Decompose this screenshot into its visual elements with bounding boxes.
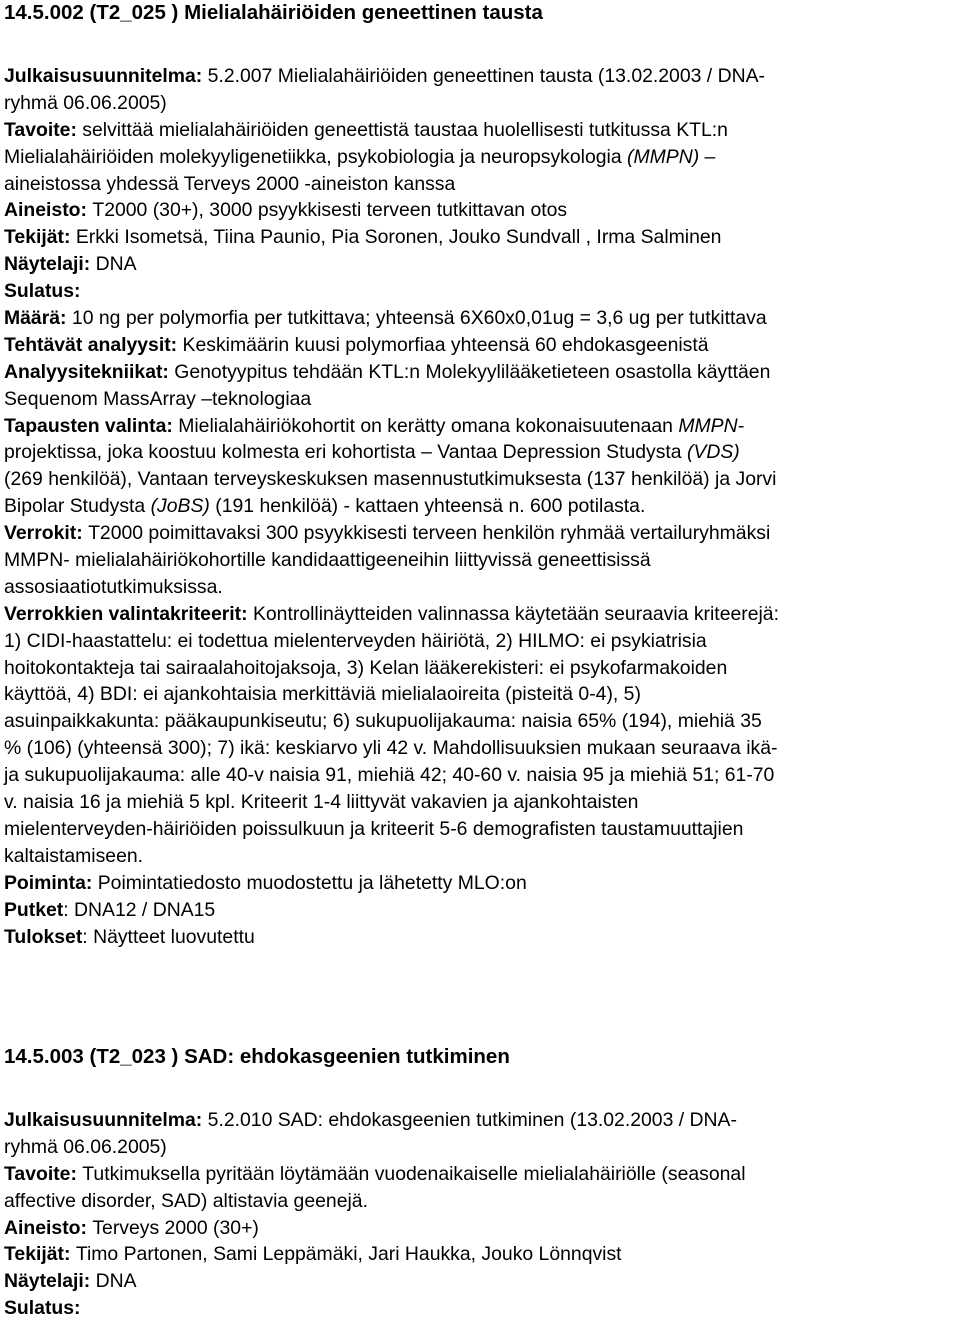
field-label: Julkaisusuunnitelma: — [4, 1109, 208, 1131]
text-line — [4, 1268, 960, 1295]
field-text: asuinpaikkakunta: pääkaupunkiseutu; 6) sukupuolijakauma: naisia 65% (194), miehiä 35 — [4, 710, 762, 733]
field-label: Tekijät: — [4, 1243, 76, 1266]
field-text: % (106) (yhteensä 300); 7) ikä: keskiarvo yli 42 v. Mahdollisuuksien mukaan seuraava ikä- — [4, 737, 778, 760]
text-line — [4, 843, 960, 870]
field-label: Tekijät: — [4, 226, 76, 249]
field-label: Verrokkien valintakriteerit: — [4, 602, 253, 625]
field-text: Timo Partonen, Sami Leppämäki, Jari Haukka, Jouko Lönnqvist — [75, 1243, 622, 1266]
text-line — [4, 359, 960, 386]
field-text: käyttöä, 4) BDI: ei ajankohtaisia merkittäviä mielialaoireita (pisteitä 0-4), 5) — [4, 683, 641, 706]
text-line — [4, 197, 960, 224]
text-line — [4, 655, 960, 682]
section-heading: 14.5.002 (T2_025 ) Mielialahäiriöiden geneettinen tausta — [4, 1, 543, 24]
field-label: Julkaisusuunnitelma: — [4, 65, 208, 87]
text-line — [4, 466, 960, 493]
field-label: Sulatus: — [4, 280, 81, 303]
text-line — [4, 628, 960, 655]
field-text: 5.2.007 Mielialahäiriöiden geneettinen tausta (13.02.2003 / DNA- — [207, 65, 765, 87]
field-label: Näytelaji: — [4, 1270, 96, 1293]
section-heading: 14.5.003 (T2_023 ) SAD: ehdokasgeenien tutkiminen — [4, 1045, 510, 1068]
text-line — [4, 144, 960, 171]
field-label: Tavoite: — [4, 1162, 83, 1185]
text-line — [4, 413, 960, 440]
field-text: Bipolar Studysta — [4, 495, 151, 518]
field-text: ryhmä 06.06.2005) — [4, 91, 167, 114]
text-line — [4, 278, 960, 305]
text-line — [4, 816, 960, 843]
text-line — [4, 1107, 960, 1134]
text-line — [4, 1215, 960, 1242]
field-text: mielenterveyden-häiriöiden poissulkuun ja kriteerit 5-6 demografisten taustamuuttajien — [4, 817, 744, 840]
field-label: Määrä: — [4, 307, 72, 330]
field-text: hoitokontakteja tai sairaalahoitojaksoja, 3) Kelan lääkerekisteri: ei psykofarmakoiden — [4, 656, 728, 679]
text-line — [4, 897, 960, 924]
field-label: Putket — [4, 898, 64, 921]
field-text: – — [699, 145, 716, 168]
text-line — [4, 305, 960, 332]
text-line — [4, 171, 960, 198]
text-line — [4, 1241, 960, 1268]
text-line — [4, 1161, 960, 1188]
field-text: T2000 (30+), 3000 psyykkisesti terveen tutkittavan otos — [92, 199, 568, 222]
field-text: kaltaistamiseen. — [4, 844, 144, 867]
field-label: Tapausten valinta: — [4, 414, 179, 437]
text-line — [4, 789, 960, 816]
text-line — [4, 924, 960, 951]
text-line — [4, 1188, 960, 1215]
field-text: Erkki Isometsä, Tiina Paunio, Pia Soronen, Jouko Sundvall , Irma Salminen — [75, 226, 722, 249]
field-text: 10 ng per polymorfia per tutkittava; yhteensä 6X60x0,01ug = 3,6 ug per tutkittava — [71, 307, 767, 330]
field-text: : Näytteet luovutettu — [82, 925, 255, 948]
field-text: assosiaatiotutkimuksissa. — [4, 575, 223, 598]
text-line — [4, 1295, 960, 1322]
field-text: Mielialahäiriökohortit on kerätty omana kokonaisuutenaan — [178, 414, 679, 437]
field-label: Tavoite: — [4, 118, 83, 141]
text-line — [4, 439, 960, 466]
field-text: MMPN- mielialahäiriökohortille kandidaattigeeneihin liittyvissä geneettisissä — [4, 549, 651, 572]
field-text: : DNA12 / DNA15 — [63, 898, 216, 921]
field-label: Sulatus: — [4, 1297, 81, 1320]
field-text: (191 henkilöä) - kattaen yhteensä n. 600 potilasta. — [209, 495, 646, 518]
field-text: Kontrollinäytteiden valinnassa käytetään seuraavia kriteerejä: — [252, 602, 779, 625]
text-line — [4, 520, 960, 547]
section-body — [4, 63, 960, 950]
field-text: Keskimäärin kuusi polymorfiaa yhteensä 60 ehdokasgeenistä — [182, 333, 709, 356]
section-body — [4, 1107, 960, 1322]
field-text: DNA — [95, 1270, 137, 1293]
field-label: Näytelaji: — [4, 253, 96, 276]
text-line — [4, 224, 960, 251]
text-line — [4, 547, 960, 574]
text-line — [4, 63, 960, 90]
field-text: aineistossa yhdessä Terveys 2000 -aineiston kanssa — [4, 172, 456, 195]
text-line — [4, 735, 960, 762]
text-line — [4, 332, 960, 359]
text-line — [4, 574, 960, 601]
field-text: Poimintatiedosto muodostettu ja lähetetty MLO:on — [97, 871, 527, 894]
field-text: 1) CIDI-haastattelu: ei todettua mielenterveyden häiriötä, 2) HILMO: ei psykiatrisia — [4, 629, 707, 652]
field-text: Genotyypitus tehdään KTL:n Molekyylilääketieteen osastolla käyttäen — [174, 360, 771, 383]
text-line — [4, 1134, 960, 1161]
text-line — [4, 386, 960, 413]
field-label: Aineisto: — [4, 199, 93, 222]
field-text: selvittää mielialahäiriöiden geneettistä taustaa huolellisesti tutkitussa KTL:n — [82, 118, 728, 141]
text-line — [4, 117, 960, 144]
text-line — [4, 90, 960, 117]
field-text: 5.2.010 SAD: ehdokasgeenien tutkiminen (13.02.2003 / DNA- — [207, 1109, 737, 1131]
field-label: Tulokset — [4, 925, 83, 948]
text-line — [4, 251, 960, 278]
field-text: T2000 poimittavaksi 300 psyykkisesti terveen henkilön ryhmää vertailuryhmäksi — [88, 522, 771, 545]
text-line — [4, 681, 960, 708]
field-text: Terveys 2000 (30+) — [92, 1216, 259, 1239]
field-label: Analyysitekniikat: — [4, 360, 175, 383]
text-line — [4, 870, 960, 897]
field-text: ja sukupuolijakauma: alle 40-v naisia 91, miehiä 42; 40-60 v. naisia 95 ja miehiä 51; 61-70 — [4, 764, 775, 787]
field-text: (269 henkilöä), Vantaan terveyskeskuksen masennustutkimuksesta (137 henkilöä) ja Jorvi — [4, 468, 777, 491]
field-text: ryhmä 06.06.2005) — [4, 1135, 167, 1158]
field-text: DNA — [95, 253, 137, 276]
field-text: v. naisia 16 ja miehiä 5 kpl. Kriteerit 1-4 liittyvät vakavien ja ajankohtaisten — [4, 791, 639, 814]
field-label: Poiminta: — [4, 871, 98, 894]
text-line — [4, 762, 960, 789]
field-text: (MMPN) — [627, 145, 700, 168]
field-text: Sequenom MassArray –teknologiaa — [4, 387, 312, 410]
field-text: affective disorder, SAD) altistavia geenejä. — [4, 1189, 368, 1212]
field-text: Mielialahäiriöiden molekyyligenetiikka, psykobiologia ja neuropsykologia — [4, 145, 627, 168]
field-text: projektissa, joka koostuu kolmesta eri kohortista – Vantaa Depression Studysta — [4, 441, 687, 464]
text-line — [4, 708, 960, 735]
text-line — [4, 493, 960, 520]
field-label: Tehtävät analyysit: — [4, 333, 183, 356]
field-text: MMPN- — [678, 414, 745, 437]
field-label: Verrokit: — [4, 522, 89, 545]
text-line — [4, 601, 960, 628]
field-text: (VDS) — [686, 441, 740, 464]
field-text: Tutkimuksella pyritään löytämään vuodenaikaiselle mielialahäiriölle (seasonal — [82, 1162, 746, 1185]
field-text: (JoBS) — [150, 495, 210, 518]
field-label: Aineisto: — [4, 1216, 93, 1239]
